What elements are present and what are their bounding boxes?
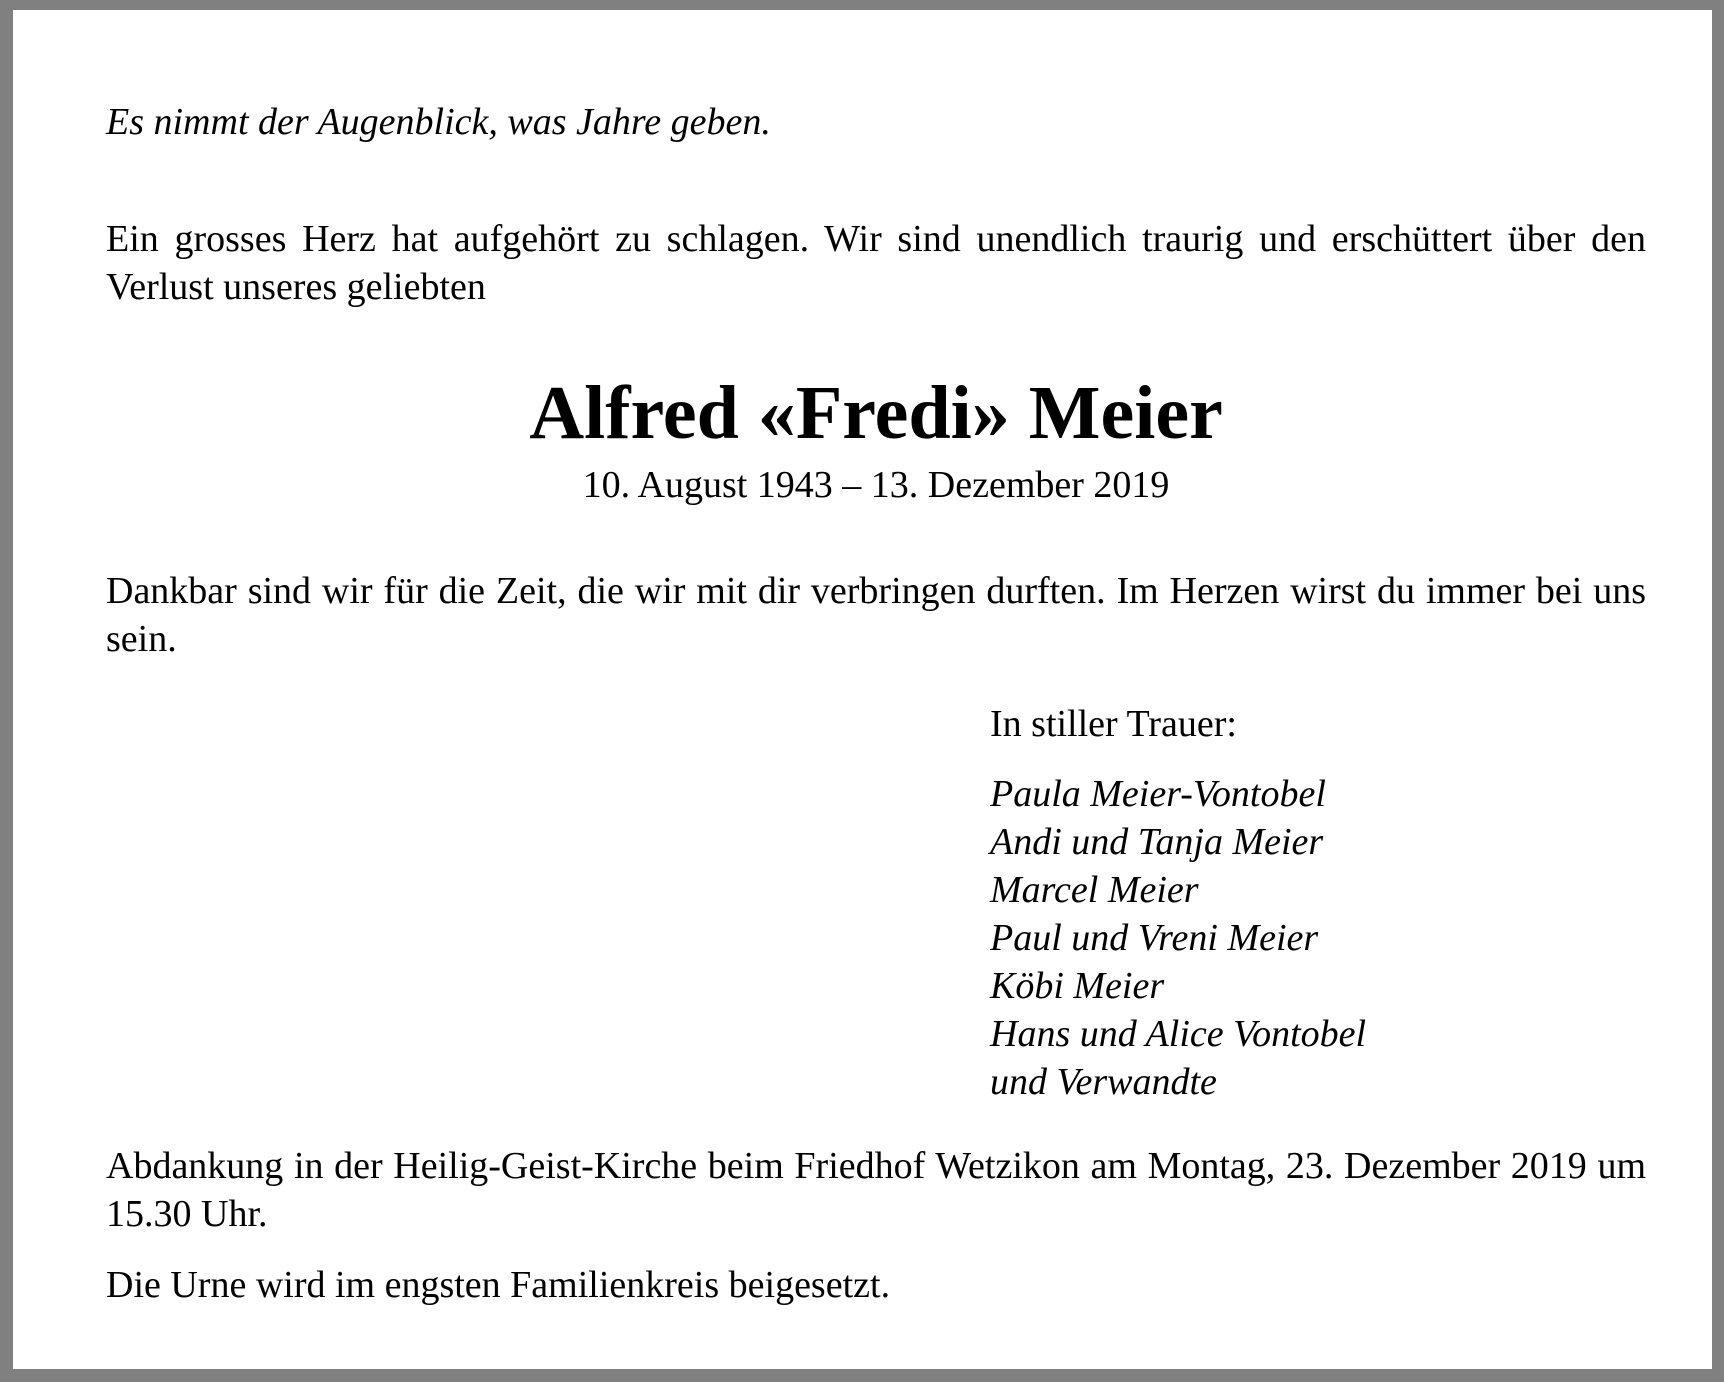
- motto-quote: Es nimmt der Augenblick, was Jahre geben.: [106, 101, 771, 143]
- life-dates: 10. August 1943 – 13. Dezember 2019: [582, 464, 1170, 506]
- ceremony-info: Abdankung in der Heilig-Geist-Kirche beim Friedhof Wetzikon am Montag, 23. Dezember 2019 um 15.30 Uhr.: [106, 1145, 1646, 1235]
- mourners-heading: In stiller Trauer:: [990, 703, 1237, 745]
- burial-info: Die Urne wird im engsten Familienkreis beigesetzt.: [106, 1264, 891, 1306]
- mourner-name: Köbi Meier: [990, 965, 1165, 1007]
- deceased-name: Alfred «Fredi» Meier: [529, 371, 1223, 455]
- mourner-name: und Verwandte: [990, 1061, 1217, 1103]
- mourner-name: Paula Meier-Vontobel: [990, 773, 1326, 815]
- mourners-section: [990, 700, 1630, 1106]
- intro-paragraph: Ein grosses Herz hat aufgehört zu schlagen. Wir sind unendlich traurig und erschüttert über den Verlust unseres geliebten: [106, 218, 1646, 308]
- mourner-name: Marcel Meier: [990, 869, 1199, 911]
- mourner-list: [990, 770, 1630, 1106]
- gratitude-paragraph: Dankbar sind wir für die Zeit, die wir mit dir verbringen durften. Im Herzen wirst du immer bei uns sein.: [106, 570, 1646, 660]
- mourner-name: Paul und Vreni Meier: [990, 917, 1319, 959]
- mourner-name: Hans und Alice Vontobel: [990, 1013, 1367, 1055]
- mourner-name: Andi und Tanja Meier: [990, 821, 1324, 863]
